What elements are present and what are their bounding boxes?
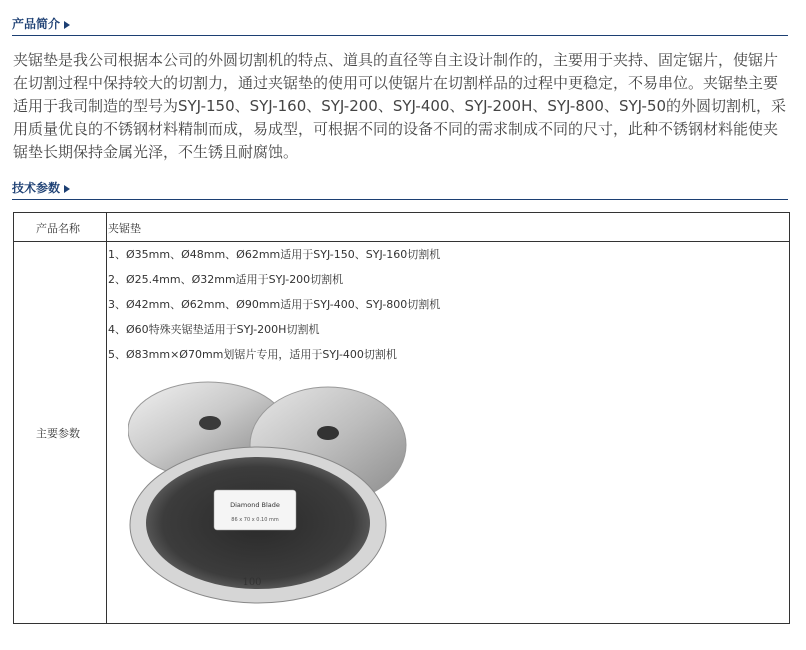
table-divider xyxy=(14,241,789,242)
disc-hole xyxy=(317,426,339,440)
blade-label-line1: Diamond Blade xyxy=(230,501,280,509)
intro-paragraph: 夹锯垫是我公司根据本公司的外圆切割机的特点、道具的直径等自主设计制作的，主要用于夹持、固定锯片，使锯片在切割过程中保持较大的切割力，通过夹锯垫的使用可以使锯片在切割样品的过程中更稳定，不易串位。夹锯垫主要适用于我司制造的型号为SYJ-150、SYJ-160、SYJ-200、SYJ-400、SYJ-200H、SYJ-800、SYJ-50的外圆切割机，采用质量优良的不锈钢材料精制而成，易成型，可根据不同的设备不同的需求制成不同的尺寸，此种不锈钢材料能使夹锯垫长期保持金属光泽，不生锈且耐腐蚀。 xyxy=(13,51,787,161)
table-divider xyxy=(106,213,107,623)
specs-section-header xyxy=(12,177,788,200)
specs-table xyxy=(13,212,790,624)
spec-item: 2、Ø25.4mm、Ø32mm适用于SYJ-200切割机 xyxy=(108,273,344,286)
number-mark: 100 xyxy=(242,577,262,588)
disc-hole xyxy=(199,416,221,430)
intro-section-header xyxy=(12,13,788,36)
main-params-label: 主要参数 xyxy=(36,427,80,440)
spec-item: 3、Ø42mm、Ø62mm、Ø90mm适用于SYJ-400、SYJ-800切割机 xyxy=(108,298,441,311)
triangle-arrow-icon xyxy=(64,21,70,29)
spec-item: 4、Ø60特殊夹锯垫适用于SYJ-200H切割机 xyxy=(108,323,320,336)
product-name-value: 夹锯垫 xyxy=(108,222,141,235)
blade-label-line2: 86 x 70 x 0.10 mm xyxy=(231,517,279,523)
blade-label xyxy=(214,490,296,530)
intro-heading: 产品简介 xyxy=(12,15,70,32)
triangle-arrow-icon xyxy=(64,185,70,193)
product-photo xyxy=(128,375,408,605)
product-name-label: 产品名称 xyxy=(36,222,80,235)
spec-item: 1、Ø35mm、Ø48mm、Ø62mm适用于SYJ-150、SYJ-160切割机 xyxy=(108,248,441,261)
specs-heading: 技术参数 xyxy=(12,179,70,196)
spec-item: 5、Ø83mm×Ø70mm划锯片专用，适用于SYJ-400切割机 xyxy=(108,348,397,361)
